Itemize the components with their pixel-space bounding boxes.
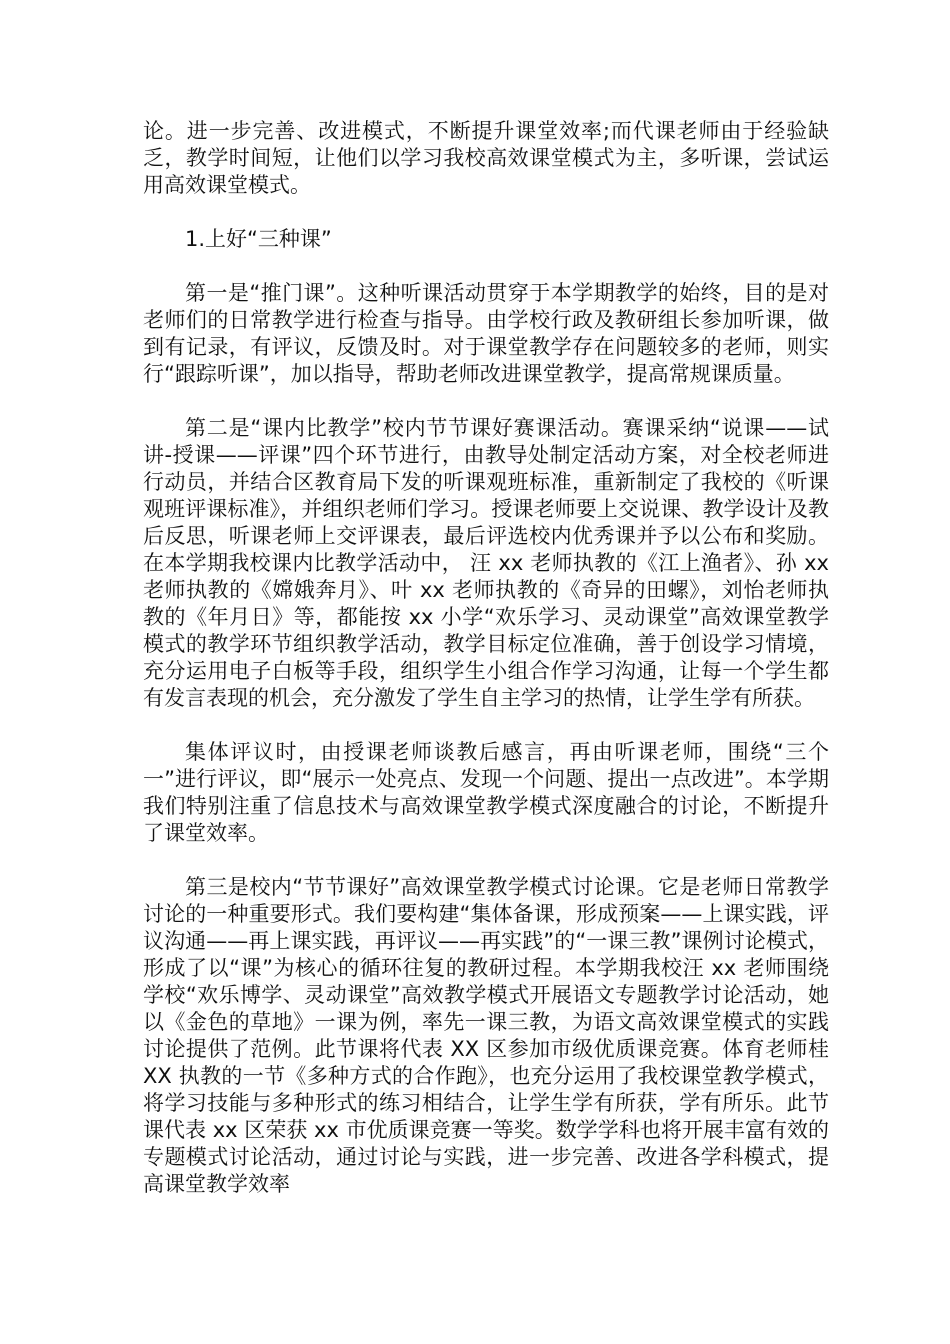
paragraph-class-competition: 第二是“课内比教学”校内节节课好赛课活动。赛课采纳“说课——试讲-授课——评课”四个环节进行，由教导处制定活动方案，对全校老师进行动员，并结合区教育局下发的听课观班标准，重新制定了我校的《听课观班评课标准》，并组织老师们学习。授课老师要上交说课、教学设计及教后反思，听课老师上交评课表，最后评选校内优秀课并予以公布和奖励。在本学期我校课内比教学活动中， 汪 xx 老师执教的《江上渔者》、孙 xx 老师执教的《嫦娥奔月》、叶 xx 老师执教的《奇异的田螺》，刘怡老师执教的《年月日》等，都能按 xx 小学“欢乐学习、灵动课堂”高效课堂教学模式的教学环节组织教学活动，教学目标定位准确，善于创设学习情境，充分运用电子白板等手段，组织学生小组合作学习沟通，让每一个学生都有发言表现的机会，充分激发了学生自主学习的热情，让学生学有所获。 [143, 416, 829, 710]
paragraph-collective-review: 集体评议时，由授课老师谈教后感言，再由听课老师，围绕“三个一”进行评议，即“展示一处亮点、发现一个问题、提出一点改进”。本学期我们特别注重了信息技术与高效课堂教学模式深度融合的讨论，不断提升了课堂效率。 [143, 740, 829, 845]
paragraph-continuation: 论。进一步完善、改进模式，不断提升课堂效率;而代课老师由于经验缺乏，教学时间短，让他们以学习我校高效课堂模式为主，多听课，尝试运用高效课堂模式。 [143, 119, 829, 197]
document-page [143, 118, 829, 1198]
paragraph-model-discussion: 第三是校内“节节课好”高效课堂教学模式讨论课。它是老师日常教学讨论的一种重要形式。我们要构建“集体备课，形成预案——上课实践，评议沟通——再上课实践，再评议——再实践”的“一课三教”课例讨论模式，形成了以“课”为核心的循环往复的教研过程。本学期我校汪 xx 老师围绕学校“欢乐博学、灵动课堂”高效教学模式开展语文专题教学讨论活动，她以《金色的草地》一课为例，率先一课三教，为语文高效课堂模式的实践讨论提供了范例。此节课将代表 XX 区参加市级优质课竞赛。体育老师桂 XX 执教的一节《多种方式的合作跑》，也充分运用了我校课堂教学模式，将学习技能与多种形式的练习相结合，让学生学有所获，学有所乐。此节课代表 xx 区荣获 xx 市优质课竞赛一等奖。数学学科也将开展丰富有效的专题模式讨论活动，通过讨论与实践，进一步完善、改进各学科模式，提高课堂教学效率 [143, 875, 829, 1196]
section-heading: 1.上好“三种课” [185, 227, 332, 251]
paragraph-push-door-class: 第一是“推门课”。这种听课活动贯穿于本学期教学的始终，目的是对老师们的日常教学进行检查与指导。由学校行政及教研组长参加听课，做到有记录，有评议，反馈及时。对于课堂教学存在问题较多的老师，则实行“跟踪听课”，加以指导，帮助老师改进课堂教学，提高常规课质量。 [143, 281, 829, 386]
